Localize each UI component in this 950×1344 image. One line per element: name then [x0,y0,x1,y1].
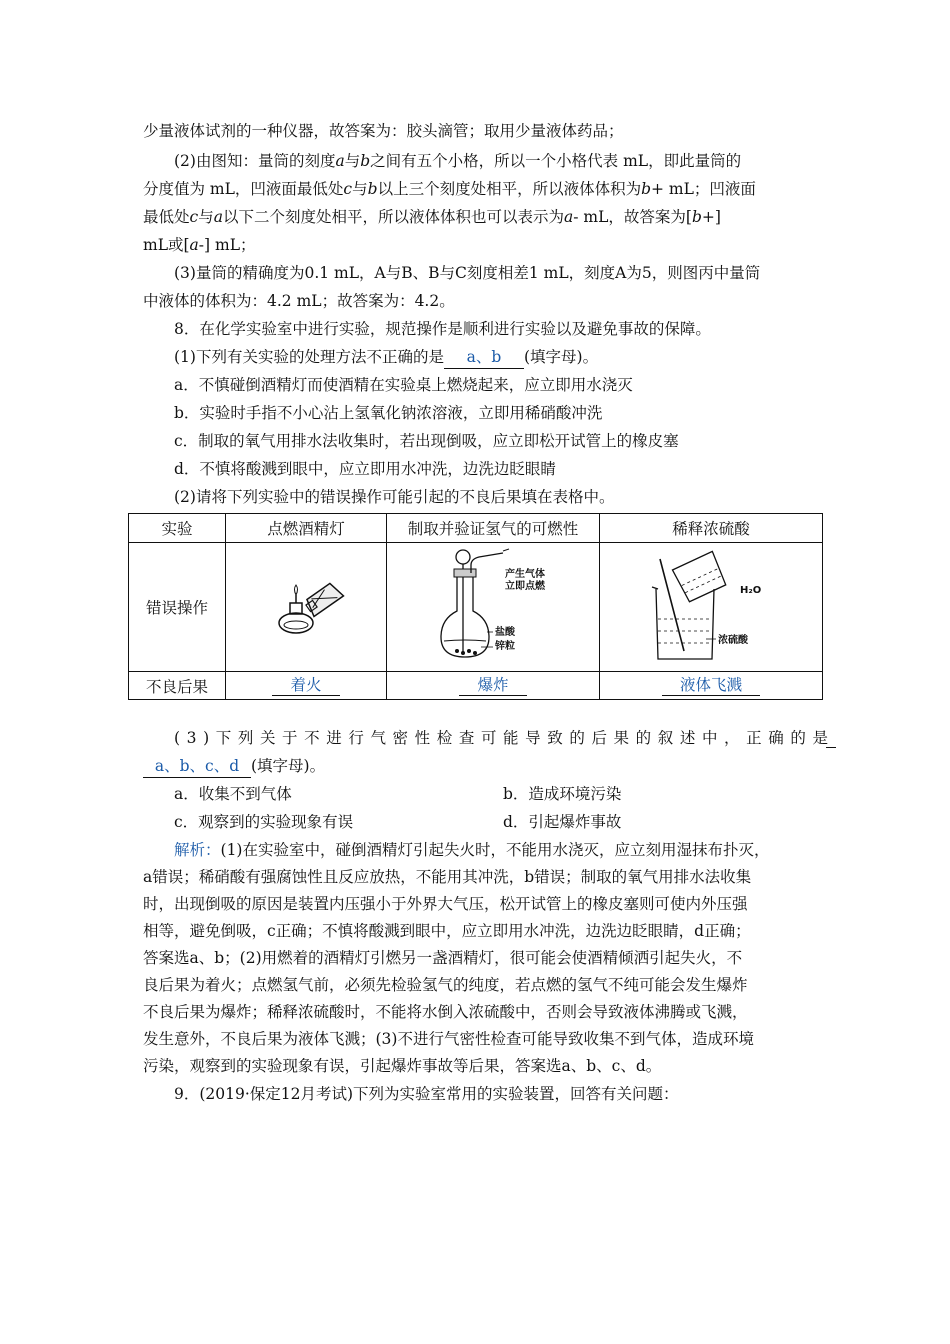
text-line: (3)量筒的精确度为0.1 mL，A与B、B与C刻度相差1 mL，刻度A为5，则图丙中量筒 [174,264,761,282]
svg-text:立即点燃: 立即点燃 [505,581,545,592]
result-label: 不良后果 [129,672,226,700]
option-a: a．不慎碰倒酒精灯而使酒精在实验桌上燃烧起来，应立即用水浇灭 [174,376,633,394]
row-label: 错误操作 [129,543,226,672]
question-8-3: (3)下列关于不进行气密性检查可能导致的后果的叙述中，正确的是 [174,729,835,747]
question-8-1: (1)下列有关实验的处理方法不正确的是 a、b (填字母)。 [174,346,598,369]
option-c: c．观察到的实验现象有误 [174,813,354,831]
svg-text:H₂O: H₂O [740,585,762,596]
hydrogen-apparatus-illustration [387,543,599,667]
option-b: b．造成环境污染 [503,785,622,803]
text-line: (2)由图知：量筒的刻度a与b之间有五个小格，所以一个小格代表 mL，即此量筒的 [174,152,742,170]
explanation-label: 解析： [174,841,221,859]
result-cell: 着火 [226,672,387,700]
table-header: 实验 [129,514,226,543]
option-c: c．制取的氧气用排水法收集时，若出现倒吸，应立即松开试管上的橡皮塞 [174,432,679,450]
figure-alcohol-lamp [226,543,387,672]
explanation-line: 良后果为着火；点燃氢气前，必须先检验氢气的纯度，若点燃的氢气不纯可能会发生爆炸 [143,976,748,994]
explanation-line: 解析：(1)在实验室中，碰倒酒精灯引起失火时，不能用水浇灭，应立刻用湿抹布扑灭， [174,841,770,859]
explanation-line: 不良后果为爆炸；稀释浓硫酸时，不能将水倒入浓硫酸中，否则会导致液体沸腾或飞溅， [143,1003,748,1021]
answer-blank: a、b [444,346,524,369]
text-line: 中液体的体积为：4.2 mL；故答案为：4.2。 [143,292,455,310]
table-header: 点燃酒精灯 [226,514,387,543]
svg-text:盐酸: 盐酸 [495,627,515,638]
result-cell: 爆炸 [387,672,600,700]
explanation-line: 发生意外，不良后果为液体飞溅；(3)不进行气密性检查可能导致收集不到气体，造成环境 [143,1030,754,1048]
alcohol-lamp-illustration [226,543,386,667]
text-line: 少量液体试剂的一种仪器，故答案为：胶头滴管；取用少量液体药品； [143,122,624,140]
option-d: d．引起爆炸事故 [503,813,622,831]
svg-text:浓硫酸: 浓硫酸 [718,635,748,646]
explanation-line: a错误；稀硝酸有强腐蚀性且反应放热，不能用其冲洗，b错误；制取的氧气用排水法收集 [143,868,752,886]
explanation-line: 答案选a、b；(2)用燃着的酒精灯引燃另一盏酒精灯，很可能会使酒精倾洒引起失火，不 [143,949,743,967]
figure-dilution [600,543,823,672]
svg-text:产生气体: 产生气体 [505,569,545,580]
figure-hydrogen [387,543,600,672]
option-d: d．不慎将酸溅到眼中，应立即用水冲洗，边洗边眨眼睛 [174,460,556,478]
result-cell: 液体飞溅 [600,672,823,700]
question-8: 8．在化学实验室中进行实验，规范操作是顺利进行实验以及避免事故的保障。 [174,320,711,338]
option-a: a．收集不到气体 [174,785,292,803]
text-line: 最低处c与a以下二个刻度处相平，所以液体体积也可以表示为a- mL，故答案为[b+] [143,208,721,226]
answer-blank-start [826,727,836,748]
table-header: 制取并验证氢气的可燃性 [387,514,600,543]
experiment-table [128,513,823,700]
option-b: b．实验时手指不小心沾上氢氧化钠浓溶液，立即用稀硝酸冲洗 [174,404,603,422]
acid-dilution-illustration [600,543,822,667]
explanation-line: 时，出现倒吸的原因是装置内压强小于外界大气压，松开试管上的橡皮塞则可使内外压强 [143,895,748,913]
question-8-2: (2)请将下列实验中的错误操作可能引起的不良后果填在表格中。 [174,488,615,506]
explanation-line: 相等，避免倒吸，c正确；不慎将酸溅到眼中，应立即用水冲洗，边洗边眨眼睛，d正确； [143,922,751,940]
svg-text:锌粒: 锌粒 [495,641,515,652]
text-line: 分度值为 mL，凹液面最低处c与b以上三个刻度处相平，所以液体体积为b+ mL；凹液面 [143,180,756,198]
question-8-3-answer: a、b、c、d (填字母)。 [143,755,325,778]
question-9: 9．(2019·保定12月考试)下列为实验室常用的实验装置，回答有关问题： [174,1085,679,1103]
text-line: mL或[a-] mL； [143,236,256,254]
table-header: 稀释浓硫酸 [600,514,823,543]
explanation-line: 污染，观察到的实验现象有误，引起爆炸事故等后果，答案选a、b、c、d。 [143,1057,662,1075]
